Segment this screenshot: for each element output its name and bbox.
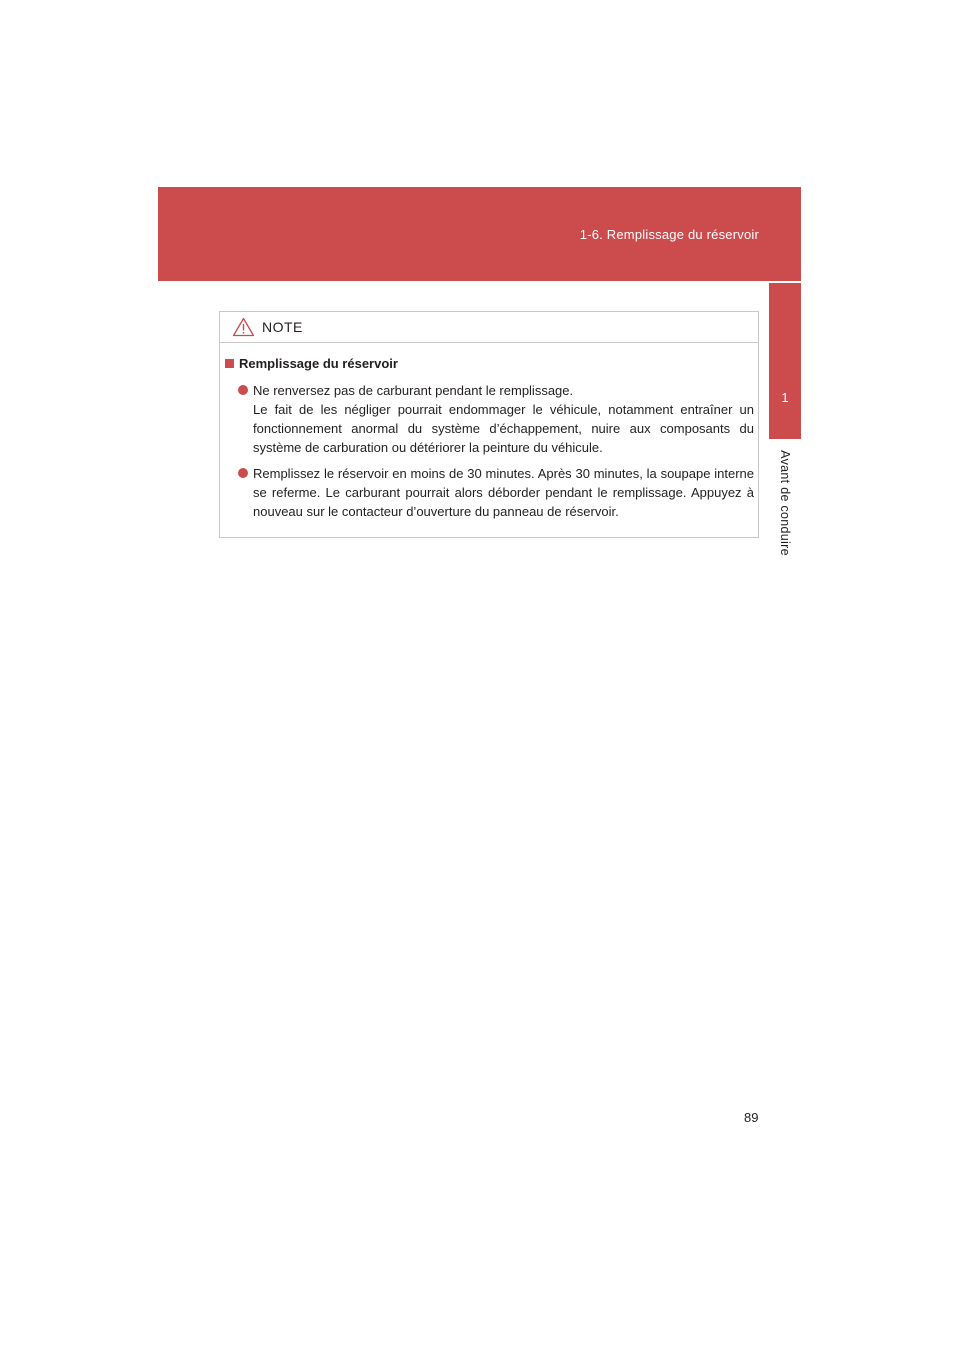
chapter-tab — [769, 283, 801, 439]
note-box — [219, 311, 759, 538]
list-item — [238, 464, 754, 521]
section-title: 1-6. Remplissage du réservoir — [579, 227, 759, 242]
item-text: Remplissez le réservoir en moins de 30 minutes. Après 30 minutes, la soupape interne se referme. Le carburant pourrait alors déborder pendant le remplissage. Appuyez à nouveau sur le contacteur d’ouverture du panneau de réservoir. — [253, 466, 754, 519]
header-band — [158, 187, 801, 281]
page-number: 89 — [744, 1110, 759, 1125]
note-title: NOTE — [262, 319, 303, 335]
square-bullet-icon — [225, 359, 234, 368]
item-text: Ne renversez pas de carburant pendant le remplissage. — [253, 383, 574, 398]
item-text: Le fait de les négliger pourrait endommager le véhicule, notamment entraîner un fonctionnement anormal du système d’échappement, nuire aux composants du système de carburation ou détériorer la peinture du véhicule. — [253, 402, 754, 455]
dot-bullet-icon — [238, 385, 248, 395]
subheading-text: Remplissage du réservoir — [239, 356, 398, 371]
chapter-label: Avant de conduire — [778, 450, 792, 556]
note-subheading — [225, 356, 398, 371]
chapter-number: 1 — [781, 390, 789, 405]
warning-triangle-icon — [232, 317, 255, 337]
dot-bullet-icon — [238, 468, 248, 478]
note-header — [220, 312, 758, 343]
list-item — [238, 381, 754, 457]
